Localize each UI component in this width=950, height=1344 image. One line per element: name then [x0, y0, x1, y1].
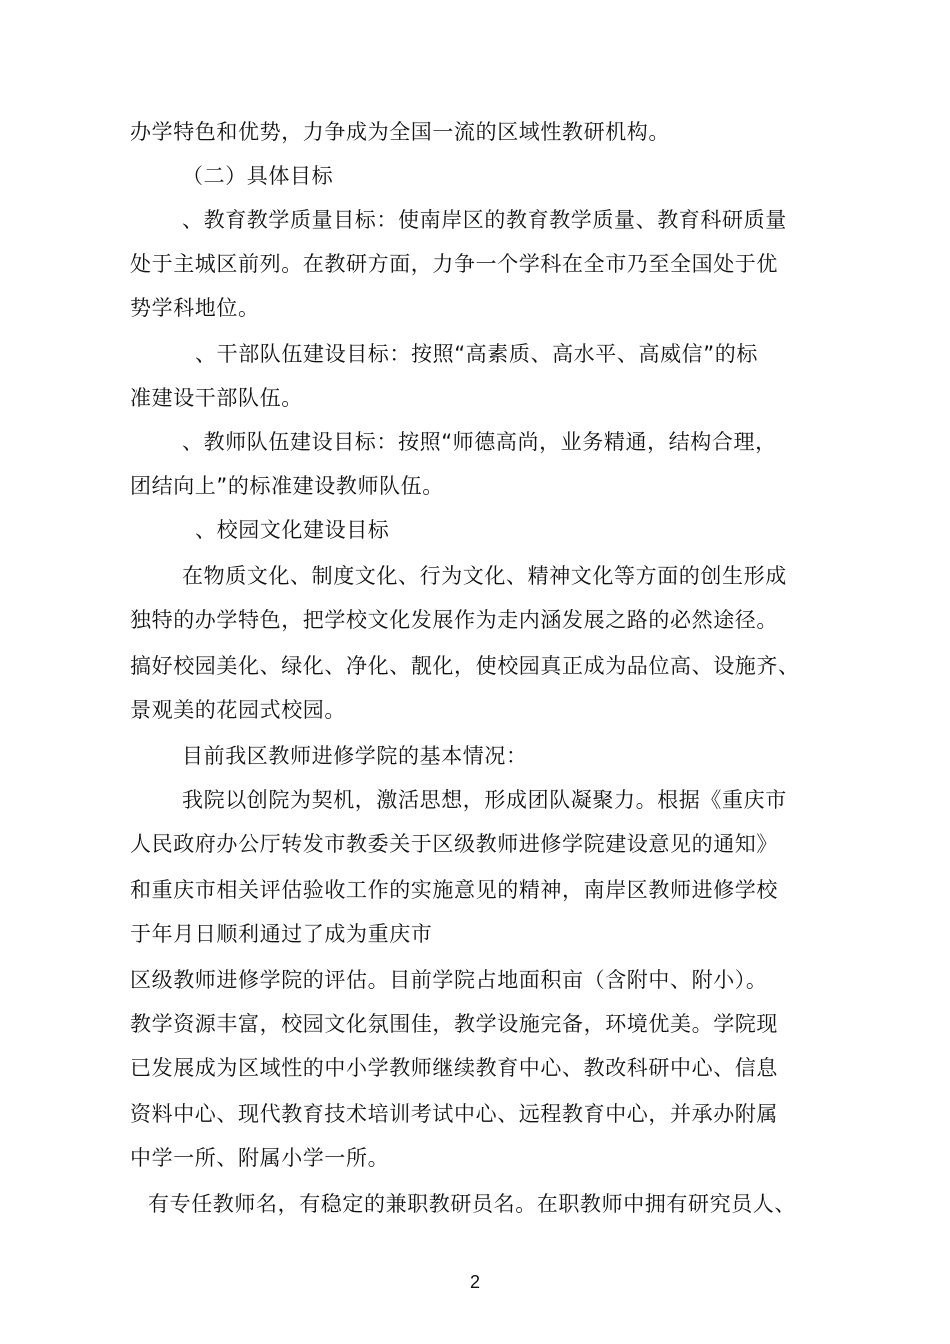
section-heading: （二）具体目标 — [182, 164, 334, 188]
text-line: 我院以创院为契机，激活思想，形成团队凝聚力。根据《重庆市 — [182, 788, 787, 812]
text-line: 、教师队伍建设目标：按照“师德高尚，业务精通，结构合理， — [182, 430, 777, 454]
text-line: 有专任教师名，有稳定的兼职教研员名。在职教师中拥有研究员人、 — [148, 1192, 796, 1216]
text-line: 搞好校园美化、绿化、净化、靓化，使校园真正成为品位高、设施齐、 — [130, 654, 800, 678]
text-line: 处于主城区前列。在教研方面，力争一个学科在全市乃至全国处于优 — [130, 252, 778, 276]
page-number: 2 — [469, 1272, 480, 1292]
text-line: 中学一所、附属小学一所。 — [130, 1146, 390, 1170]
text-line: 和重庆市相关评估验收工作的实施意见的精神，南岸区教师进修学校 — [130, 878, 778, 902]
text-line: 准建设干部队伍。 — [130, 386, 303, 410]
text-line: 目前我区教师进修学院的基本情况： — [182, 744, 528, 768]
text-line: 景观美的花园式校园。 — [130, 698, 346, 722]
text-line: 团结向上”的标准建设教师队伍。 — [130, 474, 444, 498]
text-line: 在物质文化、制度文化、行为文化、精神文化等方面的创生形成 — [182, 564, 787, 588]
text-line: 资料中心、现代教育技术培训考试中心、远程教育中心，并承办附属 — [130, 1102, 778, 1126]
text-line: 于年月日顺利通过了成为重庆市 — [130, 922, 433, 946]
text-line: 人民政府办公厅转发市教委关于区级教师进修学院建设意见的通知》 — [130, 832, 778, 856]
text-line: 、教育教学质量目标：使南岸区的教育教学质量、教育科研质量 — [182, 208, 787, 232]
text-line: 势学科地位。 — [130, 296, 260, 320]
text-line: 独特的办学特色，把学校文化发展作为走内涵发展之路的必然途径。 — [130, 608, 778, 632]
text-line: 、校园文化建设目标 — [195, 518, 390, 542]
text-line: 、干部队伍建设目标：按照“高素质、高水平、高威信”的标 — [195, 342, 758, 366]
text-line: 教学资源丰富，校园文化氛围佳，教学设施完备，环境优美。学院现 — [130, 1012, 778, 1036]
text-line: 区级教师进修学院的评估。目前学院占地面积亩（含附中、附小）。 — [130, 968, 768, 992]
text-line: 办学特色和优势，力争成为全国一流的区域性教研机构。 — [130, 120, 670, 144]
text-line: 已发展成为区域性的中小学教师继续教育中心、教改科研中心、信息 — [130, 1056, 778, 1080]
